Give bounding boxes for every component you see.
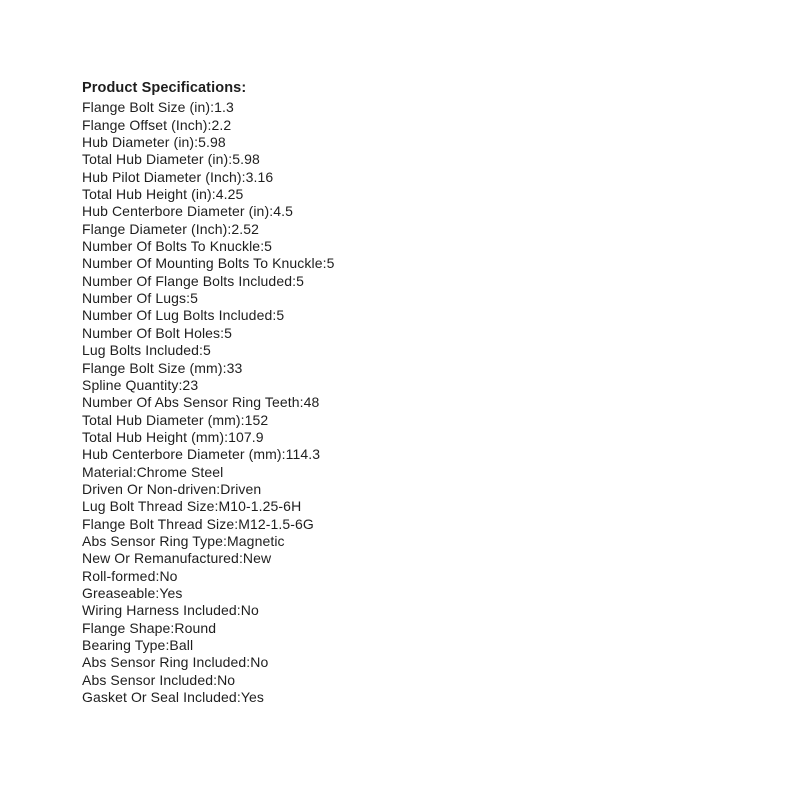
spec-row: Total Hub Height (in):4.25 <box>82 186 244 203</box>
spec-row: Flange Bolt Size (in):1.3 <box>82 99 234 116</box>
spec-row: Total Hub Height (mm):107.9 <box>82 428 264 445</box>
spec-row: Flange Bolt Thread Size:M12-1.5-6G <box>82 515 314 532</box>
spec-row: Hub Centerbore Diameter (mm):114.3 <box>82 446 321 463</box>
spec-row: Flange Diameter (Inch):2.52 <box>82 220 260 237</box>
product-specifications-heading: Product Specifications: <box>82 80 247 96</box>
spec-row: Flange Shape:Round <box>82 619 217 636</box>
spec-row: Driven Or Non-driven:Driven <box>82 480 262 497</box>
spec-row: Material:Chrome Steel <box>82 463 224 480</box>
spec-row: Abs Sensor Included:No <box>82 671 236 688</box>
spec-row: Hub Diameter (in):5.98 <box>82 134 226 151</box>
spec-row: Number Of Flange Bolts Included:5 <box>82 272 304 289</box>
spec-row: Lug Bolts Included:5 <box>82 342 211 359</box>
spec-row: Total Hub Diameter (in):5.98 <box>82 151 260 168</box>
spec-row: Flange Bolt Size (mm):33 <box>82 359 243 376</box>
spec-row: Number Of Mounting Bolts To Knuckle:5 <box>82 255 335 272</box>
spec-row: Number Of Bolts To Knuckle:5 <box>82 238 273 255</box>
spec-row: Abs Sensor Ring Included:No <box>82 654 269 671</box>
spec-row: Total Hub Diameter (mm):152 <box>82 411 269 428</box>
spec-row: Flange Offset (Inch):2.2 <box>82 116 232 133</box>
spec-row: New Or Remanufactured:New <box>82 550 272 567</box>
spec-list <box>82 99 334 706</box>
spec-row: Wiring Harness Included:No <box>82 602 259 619</box>
spec-row: Hub Centerbore Diameter (in):4.5 <box>82 203 293 220</box>
spec-row: Lug Bolt Thread Size:M10-1.25-6H <box>82 498 302 515</box>
spec-row: Number Of Lug Bolts Included:5 <box>82 307 285 324</box>
spec-row: Greaseable:Yes <box>82 584 183 601</box>
spec-row: Number Of Abs Sensor Ring Teeth:48 <box>82 394 320 411</box>
product-specifications-block <box>82 80 334 706</box>
spec-row: Abs Sensor Ring Type:Magnetic <box>82 532 285 549</box>
spec-row: Gasket Or Seal Included:Yes <box>82 689 264 706</box>
spec-row: Number Of Bolt Holes:5 <box>82 324 233 341</box>
spec-row: Bearing Type:Ball <box>82 637 194 653</box>
spec-row: Roll-formed:No <box>82 567 178 584</box>
spec-row: Number Of Lugs:5 <box>82 290 198 307</box>
spec-row: Hub Pilot Diameter (Inch):3.16 <box>82 168 274 185</box>
spec-row: Spline Quantity:23 <box>82 376 199 393</box>
